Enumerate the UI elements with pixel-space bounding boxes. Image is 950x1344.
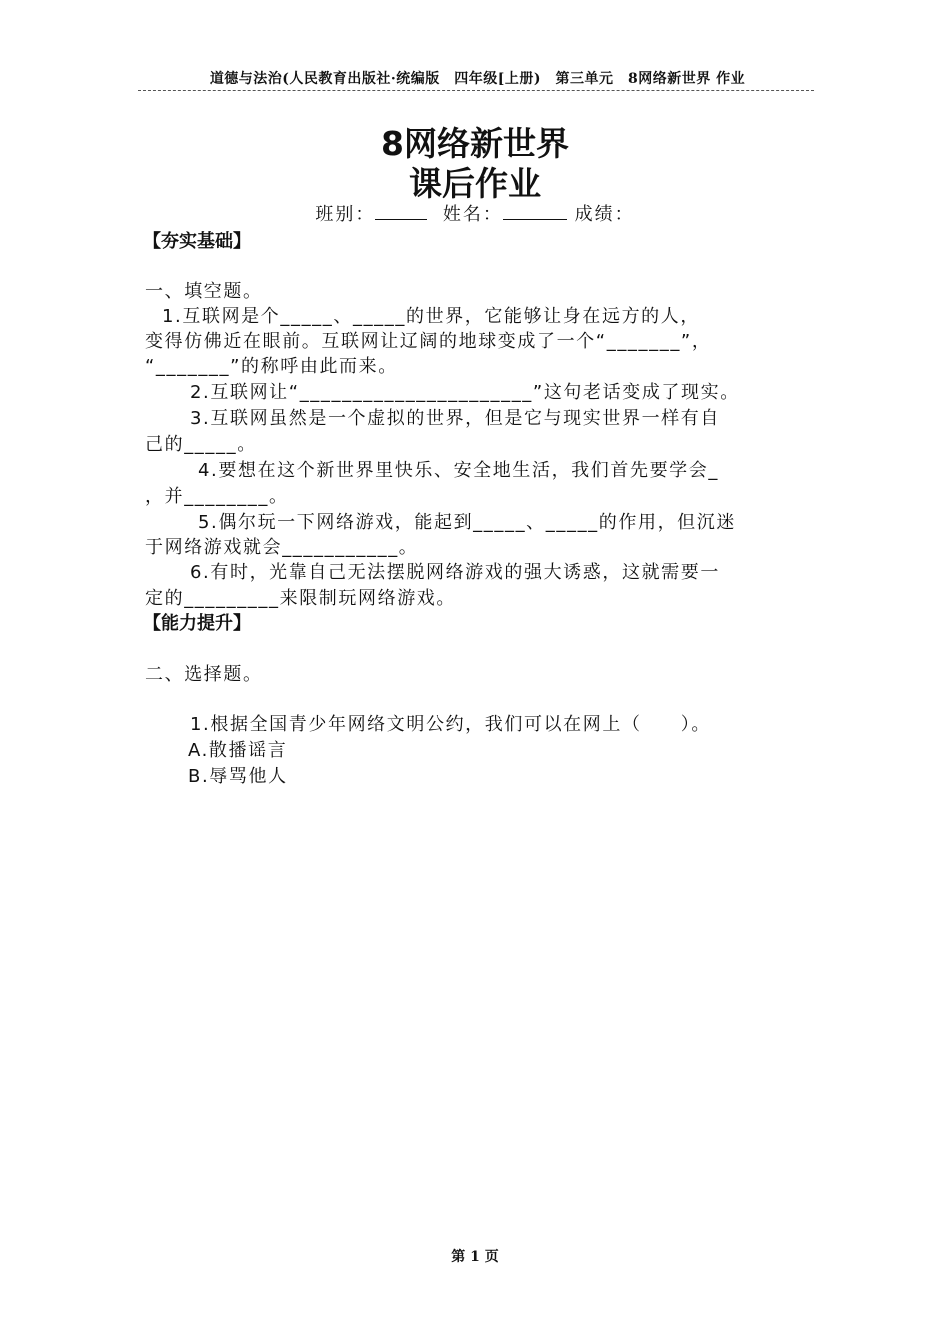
name-label: 姓名： [442,204,503,225]
option-a: A.散播谣言 [188,740,288,761]
student-info-line [0,200,950,226]
question-line: 5.偶尔玩一下网络游戏，能起到_____、_____的作用，但沉迷 [198,512,736,533]
question-line: ，并________。 [145,486,289,507]
question-line: 己的_____。 [145,434,257,455]
name-blank [503,201,567,220]
question-line: 定的_________来限制玩网络游戏。 [145,588,456,609]
page-number: 第 1 页 [451,1249,499,1265]
question-line: 2.互联网让“______________________”这句老话变成了现实。 [190,382,740,403]
choice-question: 1.根据全国青少年网络文明公约，我们可以在网上（ ）。 [190,714,711,735]
question-line: 3.互联网虽然是一个虚拟的世界，但是它与现实世界一样有自 [190,408,720,429]
question-line: 4.要想在这个新世界里快乐、安全地生活，我们首先要学会_ [198,460,719,481]
class-blank [375,201,427,220]
question-line: 1.互联网是个_____、_____的世界，它能够让身在远方的人， [162,306,700,327]
part-title-fill: 一、填空题。 [145,281,263,302]
question-line: 6.有时，光靠自己无法摆脱网络游戏的强大诱惑，这就需要一 [190,562,720,583]
page-title: 8网络新世界 [381,124,569,163]
score-label: 成绩： [574,204,635,225]
page-header: 道德与法治(人民教育出版社·统编版 四年级[上册) 第三单元 8网络新世界 作业 [209,71,746,87]
section-heading-improve: 【能力提升】 [143,613,251,634]
class-label: 班别： [315,204,376,225]
option-b: B.辱骂他人 [188,766,288,787]
question-line: 于网络游戏就会___________。 [145,537,419,558]
page-subtitle: 课后作业 [409,164,541,203]
question-line: “_______”的称呼由此而来。 [145,356,398,377]
header-divider [138,90,814,91]
section-heading-basic: 【夯实基础】 [143,231,251,252]
part-title-choice: 二、选择题。 [145,664,263,685]
question-line: 变得仿佛近在眼前。互联网让辽阔的地球变成了一个“_______”， [145,331,712,352]
